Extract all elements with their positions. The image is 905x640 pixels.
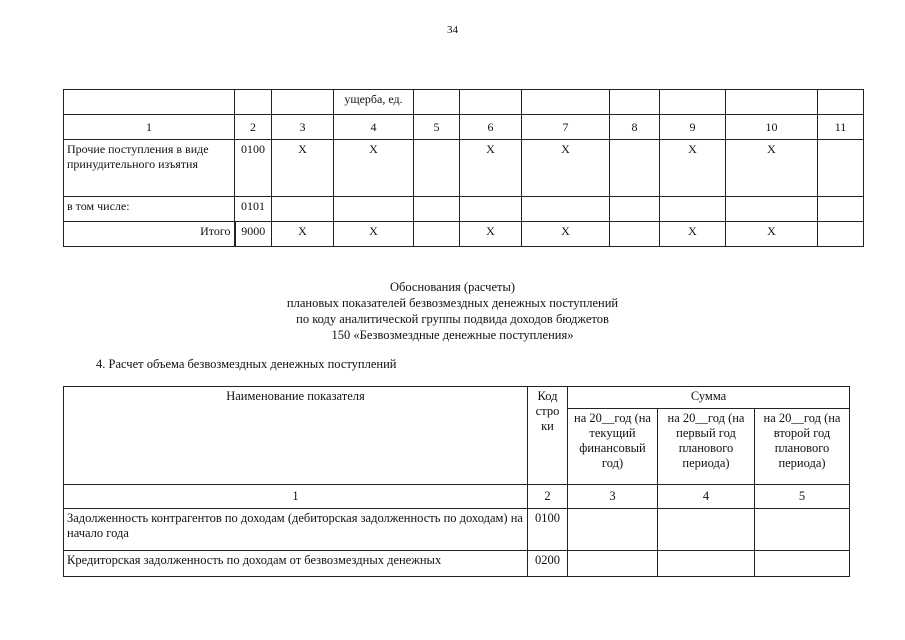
table-cell: [658, 509, 755, 551]
row-name: Прочие поступления в виде принудительного изъятия: [64, 140, 235, 197]
column-number: 11: [818, 115, 864, 140]
table-cell: [522, 90, 610, 115]
revenue-table: [63, 89, 864, 247]
row-code: 9000: [235, 222, 272, 247]
heading-line: 150 «Безвозмездные денежные поступления»: [331, 328, 574, 342]
column-number: 4: [334, 115, 414, 140]
table-cell: [460, 90, 522, 115]
calculation-table: [63, 386, 850, 577]
table-cell: X: [460, 222, 522, 247]
table-cell: X: [272, 140, 334, 197]
column-number: 4: [658, 485, 755, 509]
heading-line: плановых показателей безвозмездных денежных поступлений: [286, 296, 619, 310]
table-row: [64, 551, 850, 577]
table-cell: [414, 222, 460, 247]
column-number: 2: [235, 115, 272, 140]
table-cell: [235, 90, 272, 115]
header-indicator-name: Наименование показателя: [64, 387, 528, 485]
table-cell: X: [660, 222, 726, 247]
column-number: 1: [64, 115, 235, 140]
table-cell: [272, 90, 334, 115]
header-line-code: Код стро ки: [528, 387, 568, 485]
column-number: 9: [660, 115, 726, 140]
row-code: 0100: [528, 509, 568, 551]
table-cell: [460, 197, 522, 222]
table-cell: [818, 197, 864, 222]
column-number: 5: [755, 485, 850, 509]
table-cell: [818, 140, 864, 197]
table-cell: [610, 197, 660, 222]
table-cell: [610, 140, 660, 197]
column-number: 5: [414, 115, 460, 140]
table-cell: [414, 140, 460, 197]
table-cell: [660, 90, 726, 115]
table-cell: [658, 551, 755, 577]
header-period: на 20__год (на текущий финансовый год): [568, 409, 658, 485]
column-number: 7: [522, 115, 610, 140]
column-number: 6: [460, 115, 522, 140]
table-cell: [414, 197, 460, 222]
table-cell: [568, 551, 658, 577]
table-cell: [726, 90, 818, 115]
table-cell: X: [522, 140, 610, 197]
table-header-row: [64, 90, 864, 115]
table-cell: X: [272, 222, 334, 247]
table-cell: X: [334, 140, 414, 197]
table-cell: [610, 90, 660, 115]
table-cell: X: [726, 140, 818, 197]
column-number-row: [64, 485, 850, 509]
table-cell: [272, 197, 334, 222]
row-name: в том числе:: [64, 197, 235, 222]
table-cell: X: [522, 222, 610, 247]
column-number: 1: [64, 485, 528, 509]
column-number-row: [64, 115, 864, 140]
column-number: 3: [272, 115, 334, 140]
table-cell: [755, 509, 850, 551]
table-cell: [660, 197, 726, 222]
table-row: [64, 140, 864, 197]
table-cell: [755, 551, 850, 577]
table-cell: [610, 222, 660, 247]
table-cell: [818, 90, 864, 115]
table-cell: [726, 197, 818, 222]
row-name: Задолженность контрагентов по доходам (дебиторская задолженность по доходам) на начало года: [64, 509, 528, 551]
table-header-row: [64, 387, 850, 409]
row-name: Кредиторская задолженность по доходам от безвозмездных денежных: [64, 551, 528, 577]
row-code: 0101: [235, 197, 272, 222]
header-period: на 20__год (на первый год планового периода): [658, 409, 755, 485]
table-row: [64, 509, 850, 551]
table-cell: [522, 197, 610, 222]
row-code: 0200: [528, 551, 568, 577]
column-number: 2: [528, 485, 568, 509]
table-cell: X: [726, 222, 818, 247]
section-heading: [0, 279, 905, 343]
column-number: 8: [610, 115, 660, 140]
table-row-total: [64, 222, 864, 247]
table-cell: [334, 197, 414, 222]
row-code: 0100: [235, 140, 272, 197]
table-cell: [568, 509, 658, 551]
header-period: на 20__год (на второй год планового периода): [755, 409, 850, 485]
table-cell: ущерба, ед.: [334, 90, 414, 115]
heading-line: по коду аналитической группы подвида доходов бюджетов: [296, 312, 609, 326]
table-cell: [64, 90, 235, 115]
table-cell: [414, 90, 460, 115]
table-cell: X: [334, 222, 414, 247]
header-sum: Сумма: [568, 387, 850, 409]
table-row: [64, 197, 864, 222]
row-name: Итого: [64, 222, 235, 247]
table-cell: X: [660, 140, 726, 197]
column-number: 10: [726, 115, 818, 140]
table-cell: [818, 222, 864, 247]
column-number: 3: [568, 485, 658, 509]
page-number: 34: [447, 24, 458, 36]
heading-line: Обоснования (расчеты): [389, 280, 516, 294]
table-cell: X: [460, 140, 522, 197]
section-title: 4. Расчет объема безвозмездных денежных поступлений: [96, 357, 397, 371]
